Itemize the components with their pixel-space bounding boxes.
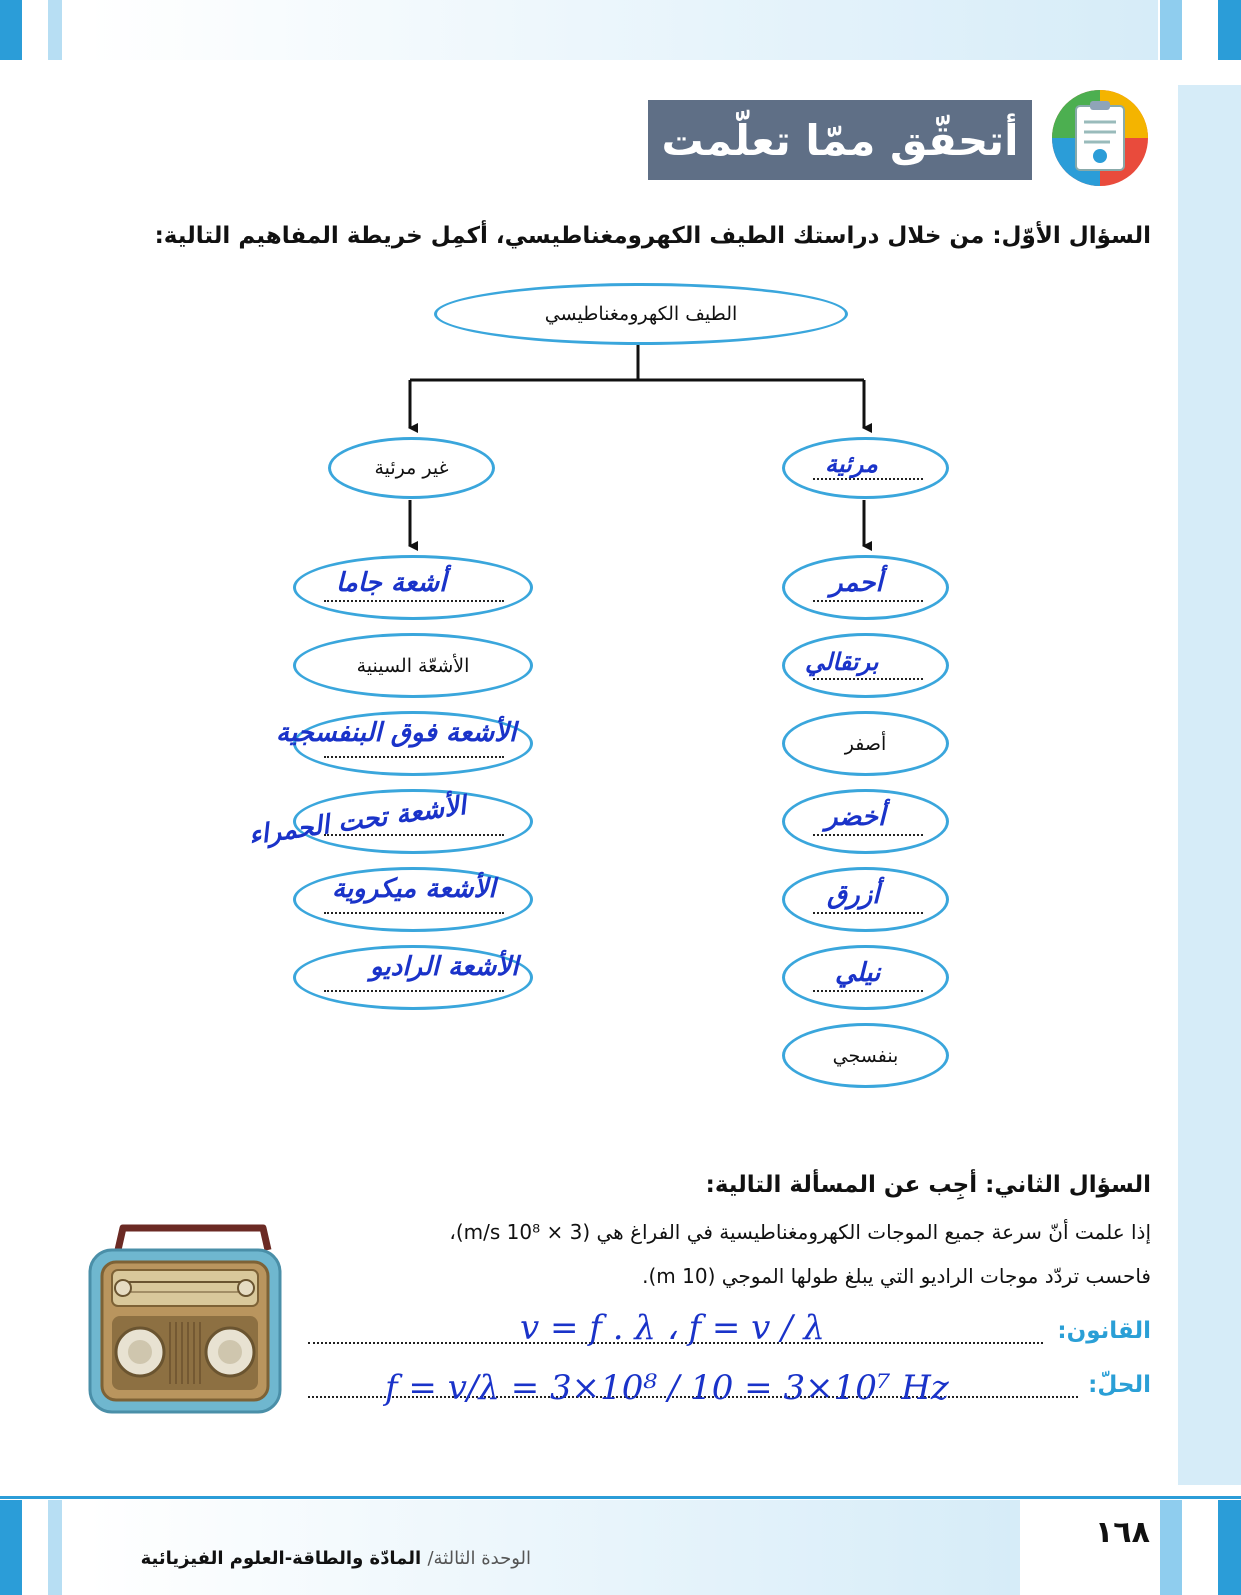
invisible-label: غير مرئية	[374, 457, 449, 479]
question2-heading: السؤال الثاني: أجِب عن المسألة التالية:	[705, 1172, 1151, 1198]
question2-line1: إذا علمت أنّ سرعة جميع الموجات الكهرومغناطيسية في الفراغ هي (3 × 10⁸ m/s)،	[449, 1220, 1151, 1244]
visible-item-7	[782, 1023, 949, 1088]
invisible-ellipse	[328, 437, 495, 499]
footer-unit-title: المادّة والطاقة-العلوم الفيزيائية	[140, 1548, 428, 1569]
visible-item-5	[782, 867, 949, 932]
page-title: أتحقّق ممّا تعلّمت	[648, 100, 1032, 180]
visible-answer: مرئية	[825, 450, 878, 478]
answer-microwave: الأشعة ميكروية	[332, 874, 496, 904]
footer-unit	[141, 1548, 531, 1569]
answer-ultraviolet: الأشعة فوق البنفسجية	[276, 718, 517, 748]
answer-infrared: الأشعة تحت الحمراء	[246, 790, 468, 852]
visible-ellipse	[782, 437, 949, 499]
visible-item-2	[782, 633, 949, 698]
xray-label: الأشعّة السينية	[356, 654, 470, 677]
visible-item-3	[782, 711, 949, 776]
footer-unit-label: الوحدة الثالثة/	[427, 1548, 531, 1569]
footer-rule	[0, 1496, 1241, 1499]
invisible-item-1	[293, 555, 533, 620]
visible-item-4	[782, 789, 949, 854]
answer-gamma: أشعة جاما	[336, 568, 447, 598]
solution-answer: f = v/λ = 3×10⁸ / 10 = 3×10⁷ Hz	[385, 1368, 949, 1408]
answer-radio: الأشعة الراديو	[370, 952, 519, 982]
law-label: القانون:	[1057, 1318, 1151, 1344]
yellow-label: أصفر	[844, 732, 887, 755]
vintage-radio-image	[78, 1222, 288, 1418]
root-label: الطيف الكهرومغناطيسي	[544, 303, 738, 325]
answer-indigo: نيلي	[835, 958, 881, 988]
answer-orange: برتقالي	[805, 648, 879, 676]
law-answer: v = f . λ ، f = v / λ	[520, 1308, 825, 1348]
invisible-item-2	[293, 633, 533, 698]
question1-text: السؤال الأوّل: من خلال دراستك الطيف الكهرومغناطيسي، أكمِل خريطة المفاهيم التالية:	[154, 223, 1151, 249]
answer-green: أخضر	[825, 802, 886, 832]
root-ellipse	[434, 283, 848, 345]
answer-red: أحمر	[830, 568, 883, 598]
question2-line2: فاحسب تردّد موجات الراديو التي يبلغ طولها الموجي (10 m).	[642, 1264, 1151, 1288]
solution-label: الحلّ:	[1088, 1372, 1151, 1398]
visible-item-6	[782, 945, 949, 1010]
violet-label: بنفسجي	[832, 1044, 899, 1067]
page-number: ١٦٨	[1095, 1515, 1150, 1550]
answer-blue: أزرق	[827, 880, 880, 910]
visible-item-1	[782, 555, 949, 620]
